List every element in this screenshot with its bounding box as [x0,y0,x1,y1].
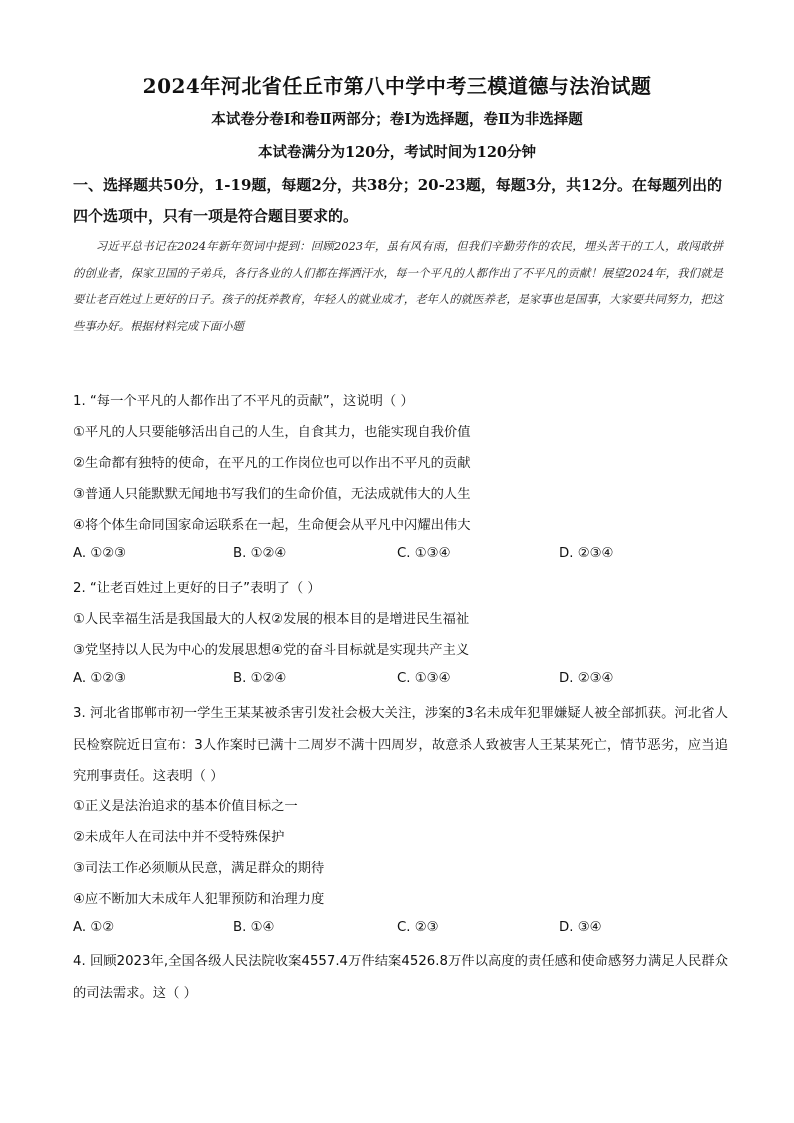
option-a[interactable]: A. ①②③ [73,546,127,561]
question-stem: 1. “每一个平凡的人都作出了不平凡的贡献”，这说明（ ） [73,394,414,409]
option-b[interactable]: B. ①②④ [233,546,287,561]
question-statement: ③普通人只能默默无闻地书写我们的生命价值，无法成就伟大的人生 [73,487,471,502]
question-stem: 3. 河北省邯郸市初一学生王某某被杀害引发社会极大关注，涉案的3名未成年犯罪嫌疑人被全部抓获。河北省人民检察院近日宣布：3人作案时已满十二周岁不满十四周岁，故意杀人致被害人王某某死亡，情节恶劣，应当追究刑事责任。这表明（ ） [73,706,728,784]
option-a[interactable]: A. ①② [73,920,115,935]
question-statement: ④将个体生命同国家命运联系在一起，生命便会从平凡中闪耀出伟大 [73,518,471,533]
question-stem: 4. 回顾2023年,全国各级人民法院收案4557.4万件结案4526.8万件以高度的责任感和使命感努力满足人民群众的司法需求。这（ ） [73,954,728,1001]
option-d[interactable]: D. ②③④ [559,546,614,561]
question-statement: ①平凡的人只要能够活出自己的人生，自食其力，也能实现自我价值 [73,425,471,440]
question-statement: ①人民幸福生活是我国最大的人权②发展的根本目的是增进民生福祉 [73,612,470,627]
question-statement: ③党坚持以人民为中心的发展思想④党的奋斗目标就是实现共产主义 [73,643,470,658]
option-b[interactable]: B. ①②④ [233,671,287,686]
question-statement: ①正义是法治追求的基本价值目标之一 [73,799,298,814]
question-statement: ③司法工作必须顺从民意，满足群众的期待 [73,861,325,876]
option-c[interactable]: C. ①③④ [397,546,451,561]
exam-title: 2024年河北省任丘市第八中学中考三模道德与法治试题 [142,74,652,98]
section-instruction: 一、选择题共50分，1-19题，每题2分，共38分；20-23题，每题3分，共12分。在每题列出的四个选项中，只有一项是符合题目要求的。 [73,176,723,225]
question-statement: ②未成年人在司法中并不受特殊保护 [73,830,285,845]
question-statement: ④应不断加大未成年人犯罪预防和治理力度 [73,892,325,907]
question-statement: ②生命都有独特的使命，在平凡的工作岗位也可以作出不平凡的贡献 [73,456,471,471]
option-d[interactable]: D. ③④ [559,920,602,935]
option-b[interactable]: B. ①④ [233,920,275,935]
answer-options [73,671,733,691]
answer-options [73,920,733,940]
exam-score-time-note: 本试卷满分为120分，考试时间为120分钟 [257,144,537,161]
option-d[interactable]: D. ②③④ [559,671,614,686]
option-a[interactable]: A. ①②③ [73,671,127,686]
option-c[interactable]: C. ①③④ [397,671,451,686]
exam-structure-note: 本试卷分卷Ⅰ和卷Ⅱ两部分；卷Ⅰ为选择题，卷Ⅱ为非选择题 [211,111,583,128]
answer-options [73,546,733,566]
reading-material: 习近平总书记在2024年新年贺词中提到：回顾2023年，虽有风有雨，但我们辛勤劳作的农民，埋头苦干的工人，敢闯敢拼的创业者，保家卫国的子弟兵，各行各业的人们都在挥洒汗水，每一个平凡的人都作出了不平凡的贡献！展望2024年，我们就是要让老百姓过上更好的日子。孩子的抚养教育，年轻人的就业成才，老年人的就医养老，是家事也是国事，大家要共同努力，把这些事办好。根据材料完成下面小题 [73,239,723,333]
question-stem: 2. “让老百姓过上更好的日子”表明了（ ） [73,581,321,596]
option-c[interactable]: C. ②③ [397,920,439,935]
